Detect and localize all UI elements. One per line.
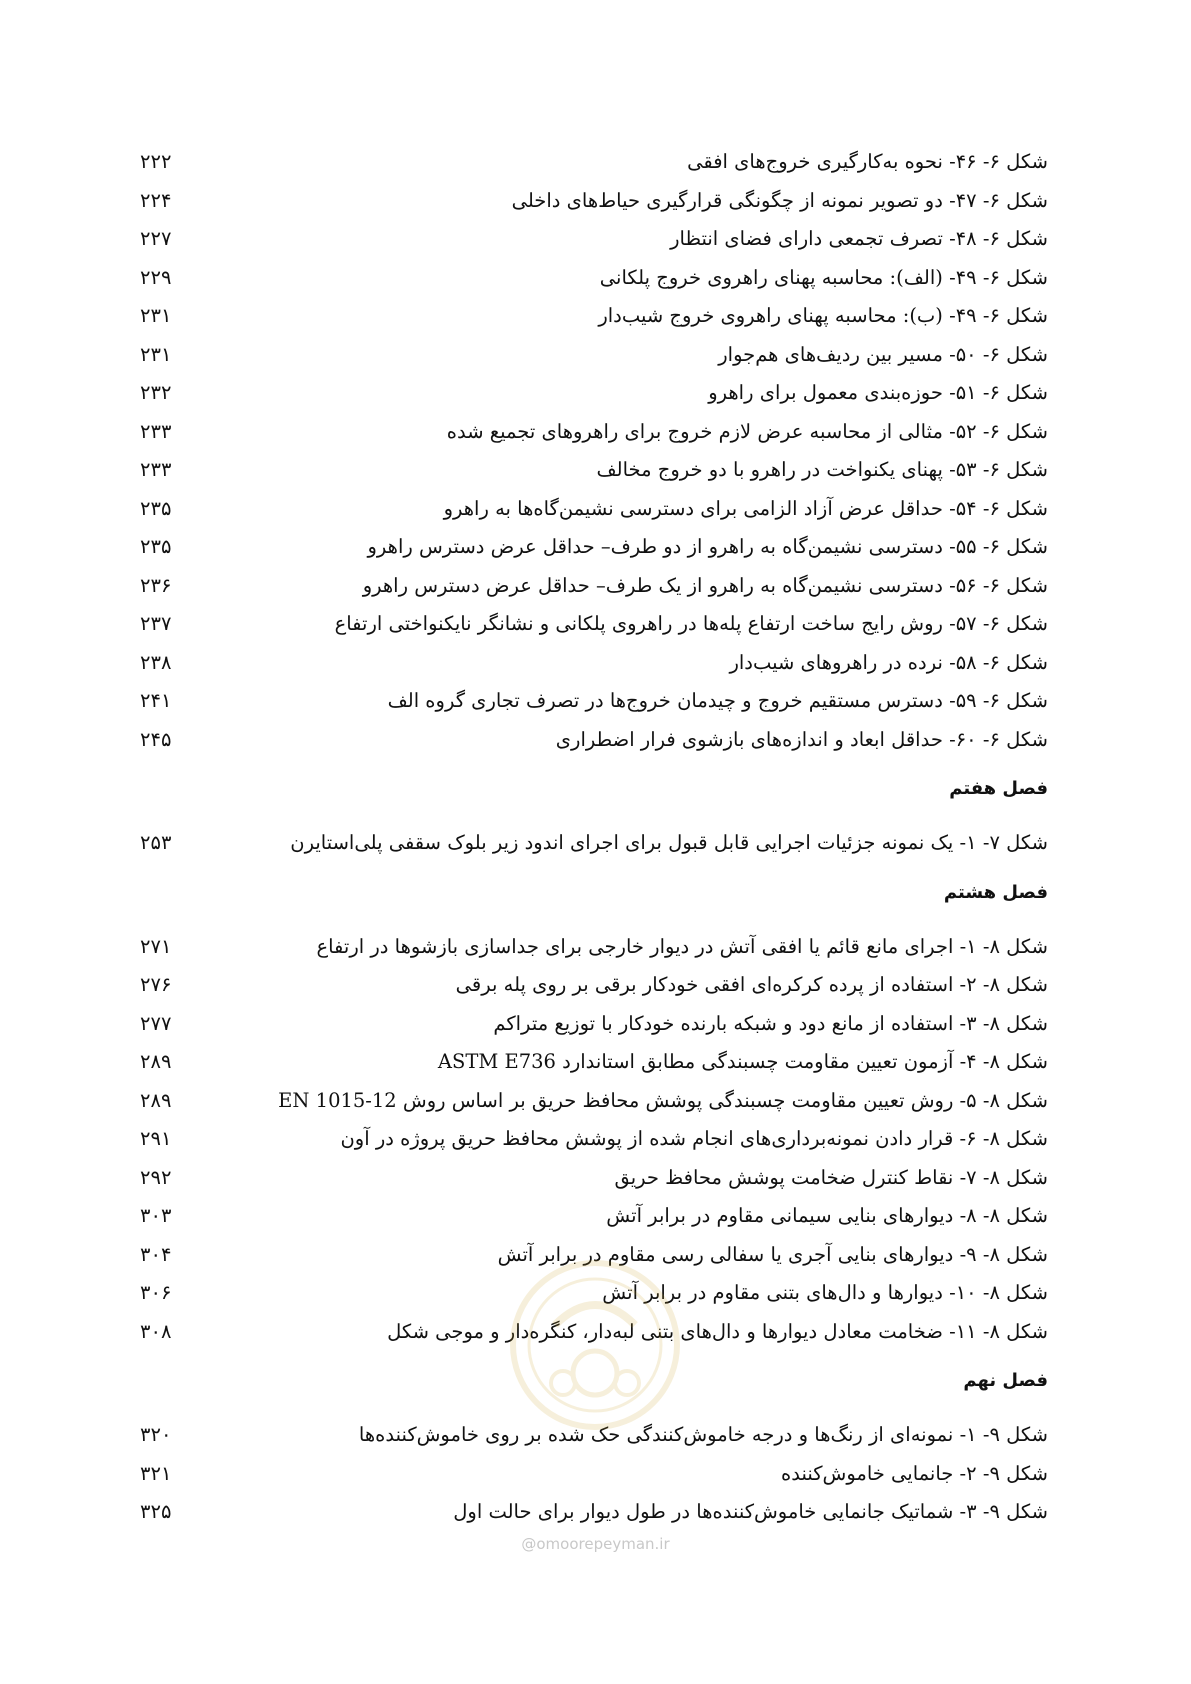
- figure-title: شکل ۹- ۱- نمونه‌ای از رنگ‌ها و درجه خاموش‌کنندگی حک شده بر روی خاموش‌کننده‌ها: [358, 1423, 1048, 1446]
- figure-page-number: ۲۸۹: [140, 1050, 172, 1073]
- figure-entry: [140, 608, 1048, 647]
- figure-title: شکل ۶- ۴۹- (الف): محاسبه پهنای راهروی خروج پلکانی: [599, 265, 1048, 289]
- figure-entry: [140, 146, 1048, 185]
- figure-entry: [140, 531, 1048, 570]
- chapter-heading-text: فصل هفتم: [949, 778, 1048, 799]
- figure-page-number: ۳۲۵: [140, 1500, 172, 1523]
- figure-title: شکل ۶- ۵۷- روش رایج ساخت ارتفاع پله‌ها در راهروی پلکانی و نشانگر نایکنواختی ارتفاع: [334, 612, 1048, 635]
- figure-entry: [140, 185, 1048, 224]
- figure-title: شکل ۶- ۶۰- حداقل ابعاد و اندازه‌های بازشوی فرار اضطراری: [555, 727, 1048, 751]
- figure-entry: [140, 223, 1048, 262]
- figure-entry: [140, 570, 1048, 609]
- figure-title: شکل ۸- ۹- دیوارهای بنایی آجری یا سفالی رسی مقاوم در برابر آتش: [497, 1242, 1048, 1266]
- figure-page-number: ۳۲۱: [140, 1461, 172, 1485]
- figure-entry: [140, 1123, 1048, 1162]
- figure-title: شکل ۶- ۴۶- نحوه به‌کارگیری خروج‌های افقی: [687, 150, 1048, 173]
- figure-entry: [140, 493, 1048, 532]
- figure-entry: [140, 377, 1048, 416]
- figure-title: شکل ۶- ۵۴- حداقل عرض آزاد الزامی برای دسترسی نشیمن‌گاه‌ها به راهرو: [443, 496, 1048, 520]
- figure-page-number: ۲۳۳: [140, 458, 172, 481]
- figure-title: شکل ۸- ۱۰- دیوارها و دال‌های بتنی مقاوم در برابر آتش: [602, 1281, 1048, 1304]
- figure-title: شکل ۸- ۷- نقاط کنترل ضخامت پوشش محافظ حریق: [614, 1165, 1048, 1189]
- figure-entry: [140, 416, 1048, 455]
- figure-page-number: ۲۲۲: [140, 150, 172, 173]
- figure-page-number: ۳۰۳: [140, 1204, 172, 1227]
- figure-title: شکل ۸- ۲- استفاده از پرده کرکره‌ای افقی خودکار برقی بر روی پله برقی: [455, 973, 1048, 996]
- figure-title: شکل ۸- ۳- استفاده از مانع دود و شبکه بارنده خودکار با توزیع متراکم: [493, 1011, 1048, 1035]
- figure-entry: [140, 262, 1048, 301]
- figure-title: شکل ۸- ۵- روش تعیین مقاومت چسبندگی پوشش محافظ حریق بر اساس روش EN 1015-12: [278, 1088, 1048, 1112]
- figure-title: شکل ۹- ۲- جانمایی خاموش‌کننده: [781, 1461, 1048, 1485]
- figure-title: شکل ۶- ۵۳- پهنای یکنواخت در راهرو با دو خروج مخالف: [596, 458, 1048, 481]
- figure-entry: [140, 931, 1048, 970]
- figure-entry: [140, 724, 1048, 763]
- figure-title: شکل ۸- ۸- دیوارهای بنایی سیمانی مقاوم در برابر آتش: [606, 1204, 1048, 1227]
- figure-title: شکل ۸- ۶- قرار دادن نمونه‌برداری‌های انجام شده از پوشش محافظ حریق پروژه در آون: [340, 1127, 1048, 1150]
- figure-entry: [140, 827, 1048, 866]
- figure-page-number: ۲۸۹: [140, 1088, 172, 1112]
- figure-page-number: ۲۳۵: [140, 535, 172, 558]
- chapter-heading: [140, 872, 1048, 920]
- figure-entry: [140, 1008, 1048, 1047]
- figure-entry: [140, 1162, 1048, 1201]
- figure-page-number: ۲۳۲: [140, 381, 172, 404]
- figure-title: شکل ۸- ۱۱- ضخامت معادل دیوارها و دال‌های بتنی لبه‌دار، کنگره‌دار و موجی شکل: [387, 1319, 1048, 1343]
- figure-entry: [140, 1085, 1048, 1124]
- figure-page-number: ۲۳۵: [140, 496, 172, 520]
- figure-page-number: ۲۳۱: [140, 304, 172, 327]
- figure-page-number: ۳۰۸: [140, 1319, 172, 1343]
- figure-page-number: ۲۴۵: [140, 727, 172, 751]
- figure-title: شکل ۶- ۵۶- دسترسی نشیمن‌گاه به راهرو از یک طرف– حداقل عرض دسترس راهرو: [362, 573, 1048, 597]
- figure-title: شکل ۶- ۴۸- تصرف تجمعی دارای فضای انتظار: [670, 227, 1048, 250]
- figure-entry: [140, 969, 1048, 1008]
- chapter-heading-text: فصل نهم: [963, 1370, 1048, 1391]
- figure-page-number: ۲۷۶: [140, 973, 172, 996]
- figure-page-number: ۲۲۷: [140, 227, 172, 250]
- figure-title: شکل ۸- ۱- اجرای مانع قائم یا افقی آتش در دیوار خارجی برای جداسازی بازشوها در ارتفاع: [316, 934, 1048, 958]
- figure-page-number: ۲۲۴: [140, 188, 172, 212]
- figure-title: شکل ۶- ۵۸- نرده در راهروهای شیب‌دار: [729, 650, 1048, 674]
- figure-page-number: ۳۲۰: [140, 1423, 172, 1446]
- figure-title: شکل ۶- ۴۷- دو تصویر نمونه از چگونگی قرارگیری حیاط‌های داخلی: [511, 188, 1048, 212]
- figure-page-number: ۲۹۲: [140, 1165, 172, 1189]
- figure-page-number: ۲۹۱: [140, 1127, 172, 1150]
- figure-entry: [140, 647, 1048, 686]
- figure-entry: [140, 685, 1048, 724]
- figure-title: شکل ۶- ۵۲- مثالی از محاسبه عرض لازم خروج برای راهروهای تجمیع شده: [446, 419, 1048, 443]
- figure-title: شکل ۶- ۵۰- مسیر بین ردیف‌های هم‌جوار: [718, 342, 1048, 366]
- figure-title: شکل ۶- ۵۹- دسترس مستقیم خروج و چیدمان خروج‌ها در تصرف تجاری گروه الف: [387, 689, 1048, 712]
- figure-entry: [140, 1046, 1048, 1085]
- watermark-footer: @omoorepeyman.ir: [521, 1535, 670, 1553]
- figure-page-number: ۲۳۶: [140, 573, 172, 597]
- figure-page-number: ۲۷۷: [140, 1011, 172, 1035]
- figure-page-number: ۲۳۷: [140, 612, 172, 635]
- figure-entry: [140, 1458, 1048, 1497]
- figure-page-number: ۲۳۱: [140, 342, 172, 366]
- figure-entry: [140, 1200, 1048, 1239]
- figure-title: شکل ۶- ۴۹- (ب): محاسبه پهنای راهروی خروج شیب‌دار: [598, 304, 1048, 327]
- figure-title: شکل ۹- ۳- شماتیک جانمایی خاموش‌کننده‌ها در طول دیوار برای حالت اول: [453, 1500, 1048, 1523]
- figure-title: شکل ۶- ۵۵- دسترسی نشیمن‌گاه به راهرو از دو طرف– حداقل عرض دسترس راهرو: [367, 535, 1048, 558]
- figure-page-number: ۲۵۳: [140, 831, 172, 854]
- figure-page-number: ۳۰۶: [140, 1281, 172, 1304]
- figure-page-number: ۳۰۴: [140, 1242, 172, 1266]
- figure-page-number: ۲۷۱: [140, 934, 172, 958]
- figure-entry: [140, 454, 1048, 493]
- watermark-seal-icon: [505, 1255, 685, 1435]
- figure-entry: [140, 300, 1048, 339]
- figure-entry: [140, 1496, 1048, 1535]
- figure-title: شکل ۶- ۵۱- حوزه‌بندی معمول برای راهرو: [708, 381, 1048, 404]
- chapter-heading: [140, 768, 1048, 816]
- chapter-heading-text: فصل هشتم: [943, 881, 1048, 903]
- figure-title: شکل ۷- ۱- یک نمونه جزئیات اجرایی قابل قبول برای اجرای اندود زیر بلوک سقفی پلی‌استایرن: [290, 831, 1048, 854]
- figure-page-number: ۲۴۱: [140, 689, 172, 712]
- figure-page-number: ۲۳۳: [140, 419, 172, 443]
- figure-entry: [140, 339, 1048, 378]
- figure-page-number: ۲۳۸: [140, 650, 172, 674]
- figure-page-number: ۲۲۹: [140, 265, 172, 289]
- figure-title: شکل ۸- ۴- آزمون تعیین مقاومت چسبندگی مطابق استاندارد ASTM E736: [437, 1050, 1048, 1073]
